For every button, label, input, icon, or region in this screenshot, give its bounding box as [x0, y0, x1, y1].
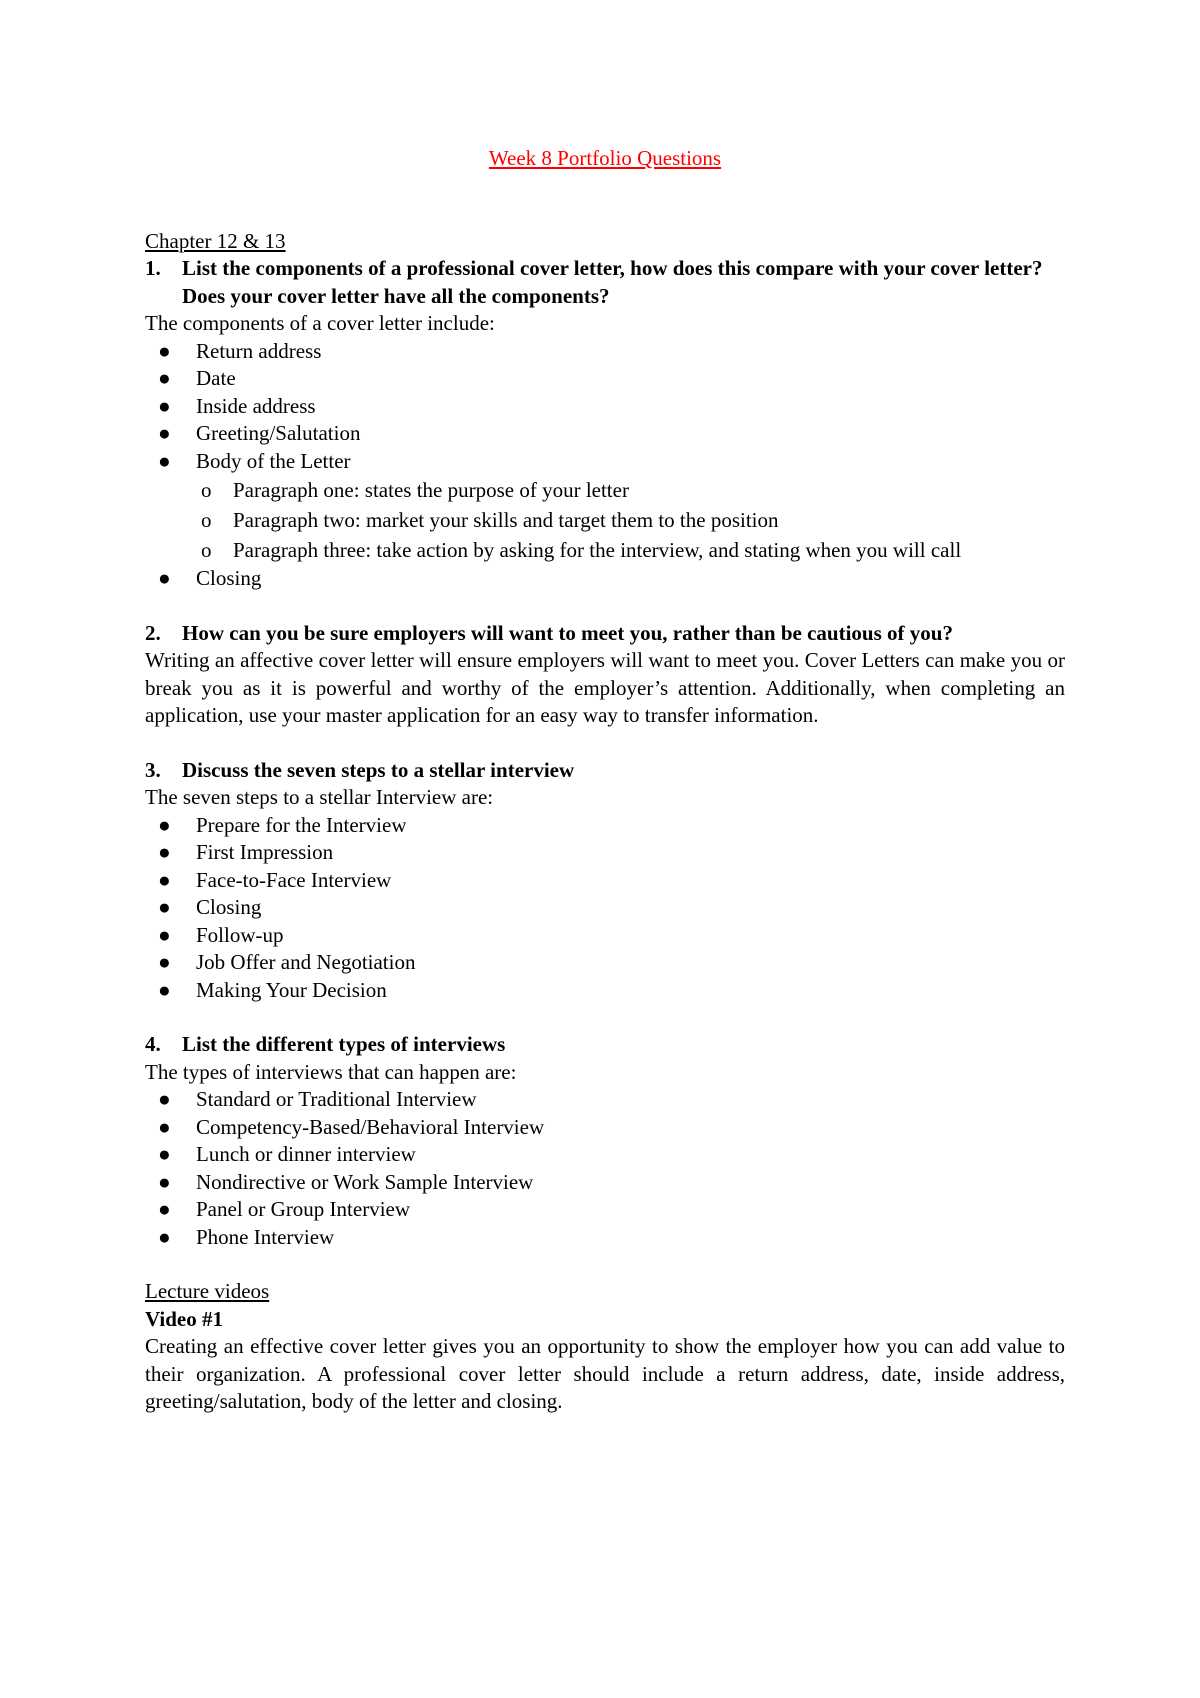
- list-item: ● Inside address: [145, 393, 1065, 421]
- question-2: [145, 620, 1065, 648]
- spacer: [145, 1251, 1065, 1278]
- bullet-icon: ●: [158, 812, 171, 837]
- list-item: ● Standard or Traditional Interview: [145, 1086, 1065, 1114]
- lecture-heading: Lecture videos: [145, 1279, 270, 1303]
- bullet-icon: ●: [158, 977, 171, 1002]
- question-text: List the components of a professional cover letter, how does this compare with your cover letter? Does your cover letter have all the components?: [182, 256, 1043, 308]
- answer-intro: The seven steps to a stellar Interview are:: [145, 785, 494, 809]
- bullet-icon: ●: [158, 1169, 171, 1194]
- spacer: [145, 1004, 1065, 1031]
- bullet-icon: ●: [158, 895, 171, 919]
- bullet-icon: ●: [158, 393, 171, 418]
- bullet-icon: ●: [158, 1224, 171, 1249]
- list-item: ● Panel or Group Interview: [145, 1196, 1065, 1224]
- spacer: [145, 730, 1065, 757]
- list-item: ● Lunch or dinner interview: [145, 1141, 1065, 1169]
- bullet-icon: ●: [158, 1087, 171, 1111]
- bullet-icon: ●: [158, 338, 171, 363]
- chapter-heading: Chapter 12 & 13: [145, 228, 286, 253]
- component-list: [145, 338, 1065, 476]
- document-title: Week 8 Portfolio Questions: [488, 146, 722, 170]
- document-content: [145, 145, 1065, 1416]
- list-item: ● Date: [145, 365, 1065, 393]
- list-item: ● Follow-up: [145, 922, 1065, 950]
- question-text: Discuss the seven steps to a stellar interview: [182, 757, 575, 782]
- bullet-icon: ●: [158, 922, 171, 947]
- list-item: ● Nondirective or Work Sample Interview: [145, 1169, 1065, 1197]
- bullet-icon: ●: [158, 840, 171, 864]
- interview-steps-list: [145, 812, 1065, 1005]
- spacer: [145, 593, 1065, 620]
- bullet-icon: ●: [158, 1197, 171, 1221]
- sub-bullet-icon: o: [201, 508, 212, 532]
- bullet-icon: ●: [158, 1142, 171, 1166]
- list-item: ● Closing: [145, 565, 1065, 593]
- question-number: 3.: [145, 757, 161, 782]
- question-text: List the different types of interviews: [182, 1032, 506, 1056]
- question-1: [145, 255, 1065, 310]
- bullet-icon: ●: [158, 1114, 171, 1139]
- question-number: 2.: [145, 620, 161, 645]
- list-item: ● First Impression: [145, 839, 1065, 867]
- list-item: ● Closing: [145, 894, 1065, 922]
- sub-bullet-icon: o: [201, 538, 212, 562]
- bullet-icon: ●: [158, 950, 171, 974]
- list-item: ● Making Your Decision: [145, 977, 1065, 1005]
- bullet-icon: ●: [158, 448, 171, 473]
- sub-bullet-icon: o: [201, 478, 212, 502]
- sub-list-item: o Paragraph two: market your skills and target them to the position: [189, 505, 1065, 535]
- video-title: Video #1: [145, 1306, 223, 1331]
- bullet-icon: ●: [158, 421, 171, 445]
- list-item: ● Job Offer and Negotiation: [145, 949, 1065, 977]
- question-number: 4.: [145, 1032, 161, 1056]
- component-list-end: [145, 565, 1065, 593]
- list-item: ● Phone Interview: [145, 1224, 1065, 1252]
- list-item: ● Greeting/Salutation: [145, 420, 1065, 448]
- sub-list-item: o Paragraph one: states the purpose of your letter: [189, 475, 1065, 505]
- list-item: ● Competency-Based/Behavioral Interview: [145, 1114, 1065, 1142]
- bullet-icon: ●: [158, 366, 171, 390]
- list-item: ● Body of the Letter: [145, 448, 1065, 476]
- body-paragraph-list: [145, 475, 1065, 565]
- answer-paragraph: Writing an affective cover letter will ensure employers will want to meet you. Cover Letters can make you or break you as it is powerful and worthy of the employer’s attention. Additionally, when completing an application, use your master application for an easy way to transfer information.: [145, 648, 1065, 727]
- question-number: 1.: [145, 256, 161, 280]
- sub-list-item: o Paragraph three: take action by asking for the interview, and stating when you will call: [189, 535, 1065, 565]
- list-item: ● Face-to-Face Interview: [145, 867, 1065, 895]
- answer-intro: The types of interviews that can happen are:: [145, 1059, 517, 1084]
- bullet-icon: ●: [158, 566, 171, 590]
- question-3: [145, 757, 1065, 785]
- interview-types-list: [145, 1086, 1065, 1251]
- question-text: How can you be sure employers will want to meet you, rather than be cautious of you?: [182, 620, 953, 645]
- video-paragraph: Creating an effective cover letter gives you an opportunity to show the employer how you can add value to their organization. A professional cover letter should include a return address, date, inside address, greeting/salutation, body of the letter and closing.: [145, 1334, 1065, 1413]
- list-item: ● Return address: [145, 338, 1065, 366]
- bullet-icon: ●: [158, 867, 171, 892]
- list-item: ● Prepare for the Interview: [145, 812, 1065, 840]
- answer-intro: The components of a cover letter include:: [145, 311, 495, 335]
- question-4: [145, 1031, 1065, 1059]
